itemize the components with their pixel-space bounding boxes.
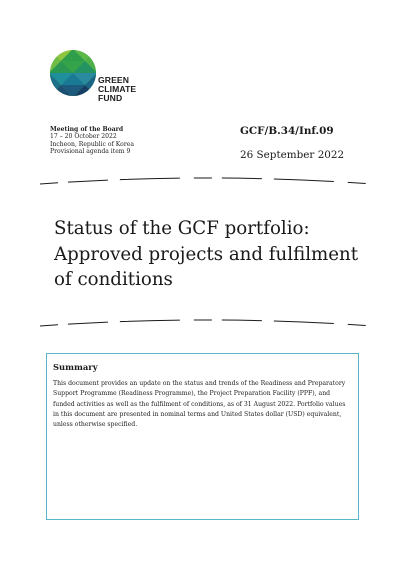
logo-line-green: GREEN — [98, 75, 130, 85]
summary-heading: Summary — [53, 362, 98, 372]
separator-bottom — [40, 318, 373, 328]
document-reference: GCF/B.34/Inf.09 — [240, 125, 334, 137]
logo-wordmark — [98, 76, 136, 104]
logo-line-fund: FUND — [98, 93, 123, 104]
globe-icon — [49, 49, 97, 97]
summary-text: This document provides an update on the status and trends of the Readiness and Preparatory Support Programme (Readiness Programme), the Project Preparation Facility (PPF), and funded activities as well as the fulfilment of conditions, as of 31 August 2022. Portfolio values in this document are presented in nominal terms and United States dollar (USD) equivalent, unless otherwise specified. — [53, 380, 346, 429]
document-date: 26 September 2022 — [240, 149, 345, 161]
logo-line-climate: CLIMATE — [98, 84, 137, 95]
meeting-info — [50, 126, 134, 155]
meeting-agenda: Provisional agenda item 9 — [50, 147, 131, 155]
separator-top — [40, 176, 373, 186]
gcf-logo — [49, 49, 145, 109]
meeting-title: Meeting of the Board — [50, 126, 124, 133]
summary-box — [46, 353, 359, 520]
document-title: Status of the GCF portfolio: Approved projects and fulfilment of conditions — [54, 218, 359, 290]
meeting-dates: 17 – 20 October 2022 — [50, 133, 117, 141]
meeting-location: Incheon, Republic of Korea — [50, 140, 134, 148]
